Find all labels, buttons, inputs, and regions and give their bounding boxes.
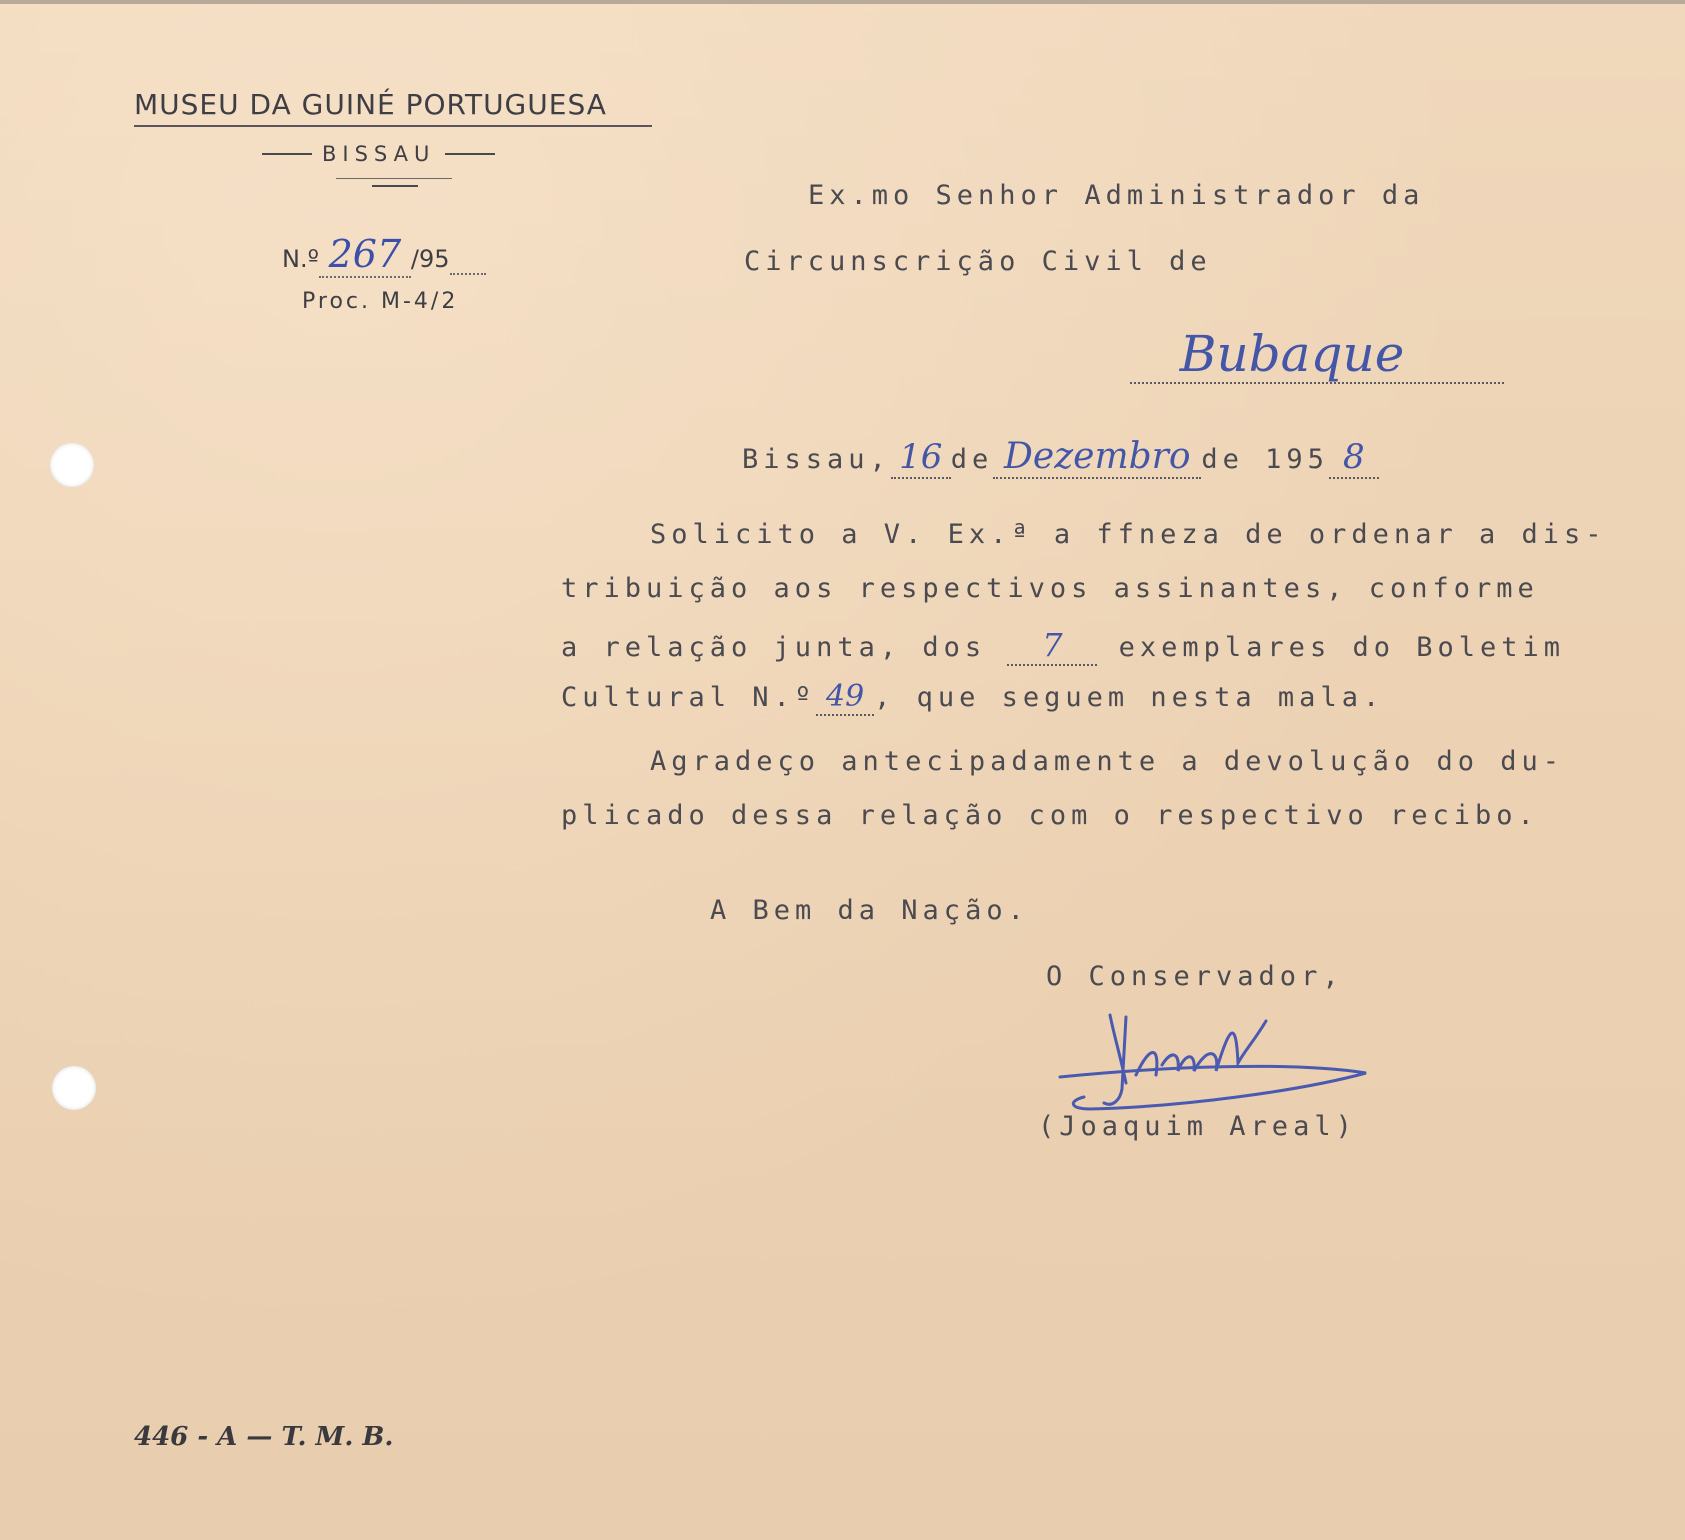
addressee-line-1: Ex.mo Senhor Administrador da: [808, 180, 1425, 211]
signature: [1040, 1005, 1380, 1117]
top-edge: [0, 0, 1685, 4]
closing-salutation: A Bem da Nação.: [710, 895, 1029, 926]
year-field: [450, 245, 486, 275]
date-de-1: de: [950, 444, 994, 475]
year-digit-field: [1329, 437, 1379, 479]
copies-field: [1007, 626, 1097, 666]
punch-hole-upper: [50, 443, 94, 487]
addressee-line-2: Circunscrição Civil de: [744, 246, 1212, 277]
institution-name: MUSEU DA GUINÉ PORTUGUESA: [134, 88, 607, 121]
handwritten-copies: 7: [1042, 626, 1063, 664]
body-line-3-start: a relação junta, dos: [561, 632, 987, 663]
number-prefix: N.º: [282, 245, 319, 273]
body-line-4: [561, 679, 1384, 716]
year-prefix: /95: [410, 245, 450, 273]
date-de-2: de: [1201, 444, 1244, 475]
issue-field: [816, 679, 874, 716]
punch-hole-lower: [52, 1066, 96, 1110]
day-field: [891, 437, 951, 479]
body-line-4-end: , que seguem nesta mala.: [874, 682, 1385, 713]
signatory-title: O Conservador,: [1046, 961, 1344, 992]
month-field: [993, 436, 1201, 479]
signatory-name: (Joaquim Areal): [1038, 1111, 1357, 1142]
city-name: BISSAU: [322, 142, 436, 166]
body-line-6: plicado dessa relação com o respectivo recibo.: [561, 800, 1539, 831]
letterhead-rule: [134, 125, 652, 127]
number-field: [319, 232, 411, 278]
date-prefix: Bissau,: [742, 444, 891, 475]
handwritten-year-digit: 8: [1343, 437, 1365, 477]
dash-left: [262, 153, 312, 155]
handwritten-issue: 49: [825, 679, 865, 714]
city-line: [262, 142, 495, 166]
handwritten-day: 16: [899, 437, 943, 477]
body-line-3: [561, 626, 1565, 666]
body-line-4-start: Cultural N.º: [561, 682, 817, 713]
body-line-3-end: exemplares do Boletim: [1118, 632, 1566, 663]
printer-code: 446 - A — T. M. B.: [134, 1422, 394, 1452]
body-line-5: Agradeço antecipadamente a devolução do du-: [650, 746, 1564, 777]
handwritten-month: Dezembro: [1004, 436, 1191, 477]
process-reference: Proc. M-4/2: [302, 289, 459, 314]
reference-number: [282, 232, 486, 278]
dash-right: [445, 153, 495, 155]
handwritten-number: 267: [328, 232, 402, 276]
separator-thin: [336, 178, 452, 179]
separator-thick: [372, 185, 418, 187]
date-line: [742, 436, 1379, 479]
body-line-1: Solicito a V. Ex.ª a ffneza de ordenar a dis-: [650, 519, 1607, 550]
body-line-2: tribuição aos respectivos assinantes, conforme: [561, 573, 1539, 604]
handwritten-place: Bubaque: [1179, 325, 1405, 383]
year-prefix-typed: 195: [1265, 444, 1329, 475]
place-field: [1130, 326, 1504, 384]
